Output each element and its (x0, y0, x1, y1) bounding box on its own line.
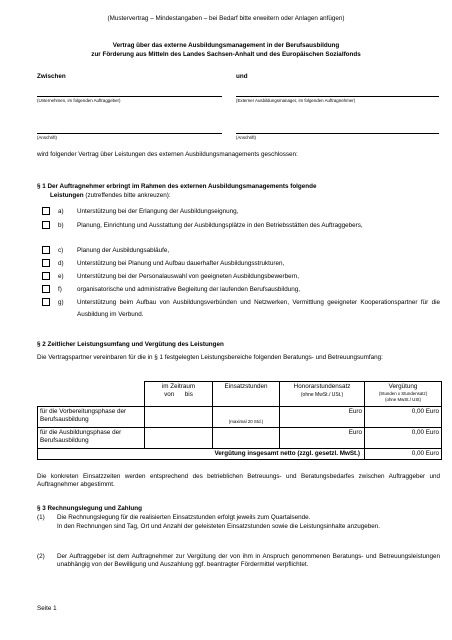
s1-heading-line1: § 1 Der Auftragnehmer erbringt im Rahmen des externen Ausbildungsmanagements folgende (37, 183, 317, 190)
s1-heading-bold: Leistungen (50, 192, 84, 199)
party-right-heading: und (236, 73, 248, 80)
s3-heading: § 3 Rechnungslegung und Zahlung (37, 505, 142, 512)
item-b-text: Planung, Einrichtung und Ausstattung der Ausbildungsplätze in den Betriebsstätten des Auftraggebers, (77, 222, 363, 229)
title-line-2: zur Förderung aus Mitteln des Landes Sachsen-Anhalt und des Europäischen Sozialfonds (91, 51, 361, 58)
s2-intro: Die Vertragspartner vereinbaren für die in § 1 festgelegten Leistungsbereiche folgenden Beratungs- und Betreuungsumfang: (37, 354, 383, 361)
item-e-letter: e) (58, 273, 64, 280)
row2-period-cell[interactable] (145, 428, 213, 449)
item-f-letter: f) (58, 286, 62, 293)
row1-rate-cell[interactable] (280, 407, 365, 428)
s3-p2-text: Der Auftraggeber ist dem Auftragnehmer zur Vergütung der von ihm in Anspruch genommenen Beratungs- und Betreuungsleistungen unabhängig von der Bewilligung und Auszahlung ggf. beantragter Fördermittel verpflichtet. (57, 553, 440, 569)
row1-hours-cell[interactable] (213, 407, 280, 428)
fee-table-row-training (38, 428, 442, 449)
row2-fee: 0,00 Euro (411, 429, 439, 436)
item-e-text: Unterstützung bei der Personalauswahl von geeigneten Ausbildungsbewerbern, (77, 273, 299, 280)
item-b-checkbox[interactable] (42, 221, 50, 229)
fee-table-row-preparation (38, 407, 442, 428)
s3-p2-number: (2) (37, 553, 45, 560)
item-d-checkbox[interactable] (42, 259, 50, 267)
contractor-address-line[interactable] (236, 133, 439, 134)
contractor-name-line[interactable] (236, 96, 439, 97)
row1-hours-note: (maximal 20 Std.) (228, 419, 264, 424)
row1-fee-cell (365, 407, 442, 428)
header-rate-cell (280, 382, 365, 407)
header-period-line2: von bis (164, 391, 193, 398)
s1-heading-line2 (50, 192, 171, 199)
fee-table-total-row (38, 449, 442, 460)
row2-currency: Euro (348, 429, 362, 436)
total-value-cell (365, 449, 442, 460)
row1-currency: Euro (348, 408, 362, 415)
s1-heading-rest: (zutreffendes bitte ankreuzen): (83, 192, 171, 199)
item-f-checkbox[interactable] (42, 285, 50, 293)
fee-table-header-row (38, 382, 442, 407)
header-fee-label: Vergütung (388, 383, 418, 390)
item-c-letter: c) (58, 247, 64, 254)
client-address-caption: (Anschrift) (37, 135, 58, 140)
s2-outro: Die konkreten Einsatzzeiten werden entsprechend des betrieblichen Betreuungs- und Beratungsbedarfes zwischen Auftraggeber und Auftragnehmer abgestimmt. (37, 473, 440, 489)
item-d-letter: d) (58, 260, 64, 267)
row2-fee-cell (365, 428, 442, 449)
s3-p1-sentence1: Die Rechnungslegung für die realisierten Einsatzstunden erfolgt jeweils zum Quartalsende. (57, 514, 311, 521)
item-a-checkbox[interactable] (42, 207, 50, 215)
item-d-text: Unterstützung bei Planung und Aufbau dauerhafter Ausbildungsstrukturen, (77, 260, 285, 267)
s3-p1-sentence2: In den Rechnungen sind Tag, Ort und Anzahl der geleisteten Einsatzstunden sowie die Leistungsinhalte anzugeben. (57, 523, 381, 530)
total-label: Vergütung insgesamt netto (zzgl. gesetzl. MwSt.) (38, 449, 365, 460)
title-line-1: Vertrag über das externe Ausbildungsmanagement in der Berufsausbildung (112, 42, 340, 49)
row1-fee: 0,00 Euro (411, 408, 439, 415)
item-c-checkbox[interactable] (42, 246, 50, 254)
contractor-address-caption: (Anschrift) (236, 135, 257, 140)
contractor-name-caption: (Externer Ausbildungsmanager, im folgenden Auftragnehmer) (236, 98, 356, 103)
header-empty-cell (38, 382, 145, 407)
client-address-line[interactable] (37, 133, 222, 134)
item-e-checkbox[interactable] (42, 272, 50, 280)
item-c-text: Planung der Ausbildungsabläufe, (77, 247, 170, 254)
s2-heading: § 2 Zeitlicher Leistungsumfang und Vergütung des Leistungen (37, 341, 224, 348)
fee-table (37, 381, 442, 460)
item-f-text: organisatorische und administrative Begleitung der laufenden Berufsausbildung, (77, 286, 300, 293)
s3-p1-number: (1) (37, 514, 45, 521)
row2-rate-cell[interactable] (280, 428, 365, 449)
header-rate-sub: (ohne MwSt./ USt.) (300, 392, 344, 398)
party-left-heading: Zwischen (37, 73, 66, 80)
row1-period-cell[interactable] (145, 407, 213, 428)
row2-label: für die Ausbildungsphase der Berufsausbildung (38, 428, 145, 449)
header-period-cell (145, 382, 213, 407)
header-fee-cell (365, 382, 442, 407)
client-name-line[interactable] (37, 96, 222, 97)
item-g-letter: g) (58, 299, 64, 306)
item-a-text: Unterstützung bei der Erlangung der Ausbildungseignung, (77, 208, 239, 215)
header-rate-label: Honorarstundensatz (293, 383, 351, 390)
header-period-line1: im Zeitraum (161, 383, 196, 390)
header-fee-sub1: (Stunden x Stundensatz) (378, 391, 428, 396)
row1-label: für die Vorbereitungsphase der Berufsausbildung (38, 407, 145, 428)
header-fee-sub2: (ohne MwSt./ USt) (385, 397, 421, 402)
header-hours-cell: Einsatzstunden (213, 382, 280, 407)
header-note: (Mustervertrag – Mindestangaben – bei Bedarf bitte erweitern oder Anlagen anfügen) (107, 15, 345, 22)
item-g-text: Unterstützung beim Aufbau von Ausbildungsverbünden und Netzwerken, Vermittlung geeigneter Kooperationspartner für die Ausbildung im Verbund. (77, 299, 440, 318)
row2-hours-cell[interactable] (213, 428, 280, 449)
intro-text: wird folgender Vertrag über Leistungen des externen Ausbildungsmanagements geschlossen: (37, 151, 298, 158)
item-b-letter: b) (58, 222, 64, 229)
item-a-letter: a) (58, 208, 64, 215)
page-number: Seite 1 (37, 605, 57, 612)
total-value: 0,00 Euro (411, 450, 439, 457)
client-name-caption: (Unternehmen, im folgenden Auftraggeber) (37, 98, 121, 103)
item-g-checkbox[interactable] (42, 298, 50, 306)
